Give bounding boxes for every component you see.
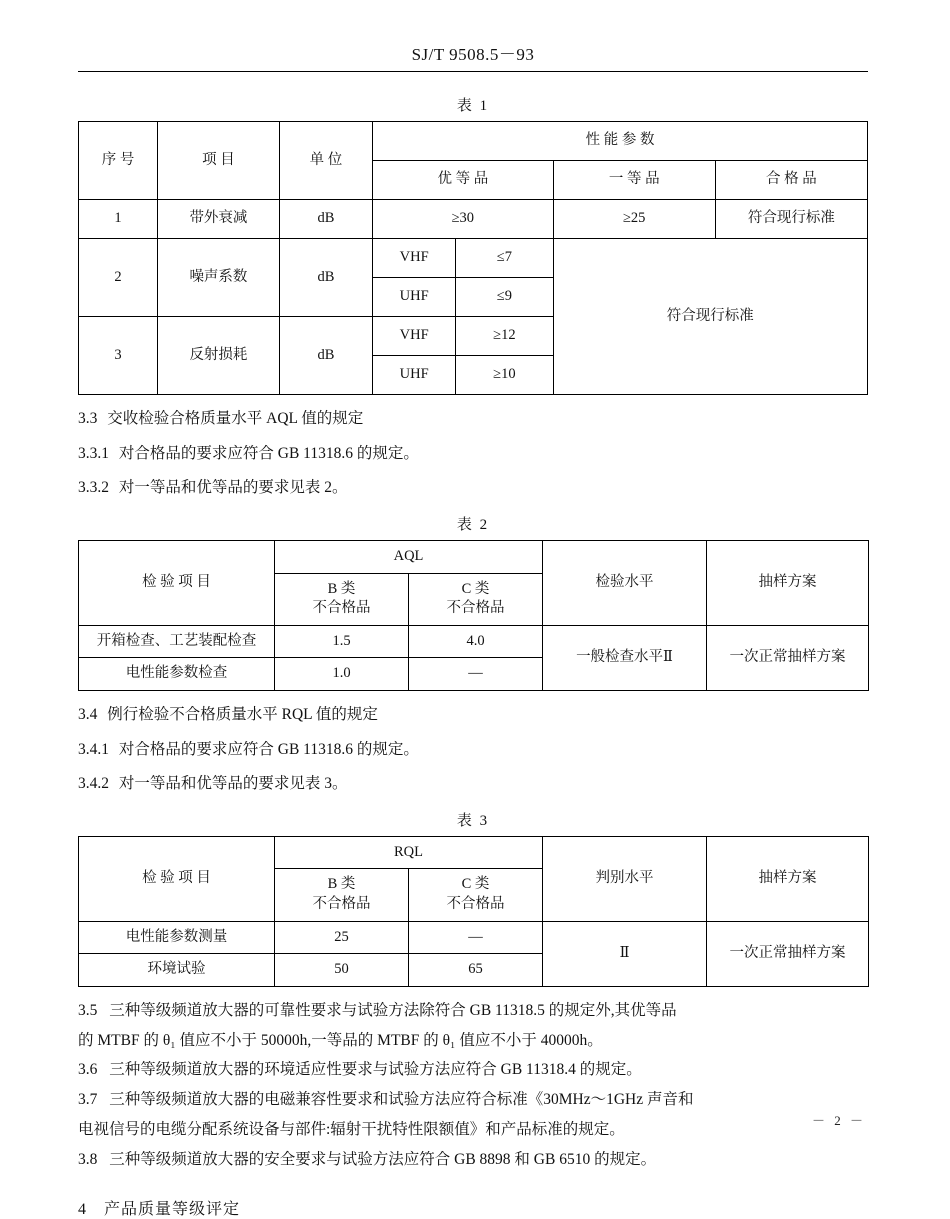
cell-c-value: — [409,921,543,954]
clause-number: 3.4.2 [78,775,109,793]
th-discrimination-level: 判别水平 [543,836,707,921]
paragraph-3-7 [78,1086,868,1114]
cell-level-value: Ⅱ [543,921,707,986]
cell-band: UHF [373,278,456,317]
th-inspection-item: 检 验 项 目 [79,836,275,921]
clause-text: 对一等品和优等品的要求见表 2。 [118,479,348,497]
section-3-3 [78,405,868,503]
cell-b-value: 50 [275,954,409,987]
clause-text-line1: 三种等级频道放大器的安全要求与试验方法应符合 GB 8898 和 GB 6510 的规定。 [109,1151,657,1169]
table2-caption: 表 2 [456,517,490,534]
cell-band: VHF [373,317,456,356]
table-row [79,836,869,869]
clause-number: 3.4.1 [78,740,109,758]
clause-3-3-1 [78,440,868,469]
th-b-class [275,573,409,625]
th-c-class-line2: 不合格品 [446,895,505,912]
th-c-class-line1: C 类 [461,876,490,893]
paragraph-3-5-cont [78,1027,868,1055]
cell-c-value: 4.0 [409,625,543,658]
cell-unit: dB [279,200,372,239]
th-performance: 性 能 参 数 [373,122,868,161]
table-row [79,921,869,954]
section-number: 3.3 [78,410,98,427]
table-row [79,122,868,161]
th-b-class-line1: B 类 [327,580,356,597]
cell-excellent: ≥30 [373,200,554,239]
th-b-class-line2: 不合格品 [312,895,371,912]
clause-number: 3.7 [78,1091,98,1109]
clause-text-line1: 三种等级频道放大器的环境适应性要求与试验方法应符合 GB 11318.4 的规定。 [109,1061,642,1079]
th-inspection-level: 检验水平 [543,541,707,626]
cell-item: 电性能参数测量 [79,921,275,954]
clause-number: 3.3.1 [78,444,109,462]
cell-value: ≥10 [456,356,553,395]
cell-b-value: 1.5 [275,625,409,658]
clause-3-4-2 [78,770,868,799]
header-divider [78,71,868,72]
page-number: － 2 － [811,1113,866,1128]
page-content [78,40,868,1219]
clause-text: 对一等品和优等品的要求见表 3。 [118,775,348,793]
cell-value: ≤7 [456,239,553,278]
cell-band: UHF [373,356,456,395]
table-3 [78,836,869,987]
th-c-class [409,869,543,921]
table-1 [78,121,868,395]
paragraph-group [78,997,868,1174]
cell-merged-note: 符合现行标准 [553,239,867,395]
clause-number: 3.3.2 [78,479,109,497]
cell-c-value: — [409,658,543,691]
section-number: 4 [78,1201,87,1218]
clause-text-line2: 的 MTBF 的 θ₁ 值应不小于 50000h,一等品的 MTBF 的 θ₁ 值应不小于 40000h。 [78,1031,603,1049]
cell-seq: 1 [79,200,158,239]
th-b-class [275,869,409,921]
table-2 [78,540,869,691]
cell-value: ≤9 [456,278,553,317]
cell-plan-value: 一次正常抽样方案 [707,921,869,986]
cell-c-value: 65 [409,954,543,987]
th-c-class [409,573,543,625]
cell-b-value: 25 [275,921,409,954]
section-title-text: 交收检验合格质量水平 AQL 值的规定 [107,410,364,427]
paragraph-3-8 [78,1146,868,1174]
th-sampling-plan: 抽样方案 [707,541,869,626]
cell-item: 环境试验 [79,954,275,987]
paragraph-3-7-cont [78,1116,868,1144]
cell-item: 开箱检查、工艺装配检查 [79,625,275,658]
clause-text-line2: 电视信号的电缆分配系统设备与部件:辐射干扰特性限额值》和产品标准的规定。 [78,1121,625,1139]
cell-unit: dB [279,317,372,395]
th-b-class-line1: B 类 [327,876,356,893]
cell-seq: 2 [79,239,158,317]
cell-item: 带外衰减 [158,200,280,239]
th-seq: 序 号 [79,122,158,200]
table-row [79,200,868,239]
th-b-class-line2: 不合格品 [312,600,371,617]
th-grade-excellent: 优 等 品 [373,161,554,200]
clause-text-line1: 三种等级频道放大器的可靠性要求与试验方法除符合 GB 11318.5 的规定外,其优等品 [109,1001,677,1019]
section-title-text: 例行检验不合格质量水平 RQL 值的规定 [107,705,378,723]
clause-number: 3.6 [78,1061,98,1079]
th-item: 项 目 [158,122,280,200]
cell-seq: 3 [79,317,158,395]
th-unit: 单 位 [279,122,372,200]
cell-b-value: 1.0 [275,658,409,691]
cell-plan-value: 一次正常抽样方案 [707,625,869,690]
table-row [79,239,868,278]
paragraph-3-5 [78,997,868,1025]
standard-number: SJ/T 9508.5－93 [411,45,535,64]
clause-number: 3.8 [78,1151,98,1169]
th-c-class-line2: 不合格品 [446,600,505,617]
clause-number: 3.5 [78,1001,98,1019]
page-header [78,40,868,71]
cell-level-value: 一般检查水平Ⅱ [543,625,707,690]
section-number: 3.4 [78,705,98,723]
table1-caption: 表 1 [456,98,490,114]
section-3-4 [78,701,868,799]
cell-item: 反射损耗 [158,317,280,395]
th-c-class-line1: C 类 [461,580,490,597]
cell-item: 噪声系数 [158,239,280,317]
paragraph-3-6 [78,1056,868,1084]
section-3-4-title [78,701,868,730]
th-sampling-plan: 抽样方案 [707,836,869,921]
cell-first: ≥25 [553,200,715,239]
table3-caption: 表 3 [456,812,490,829]
clause-text: 对合格品的要求应符合 GB 11318.6 的规定。 [118,444,419,462]
cell-band: VHF [373,239,456,278]
th-grade-first: 一 等 品 [553,161,715,200]
th-aql: AQL [275,541,543,574]
clause-3-4-1 [78,736,868,765]
table-row [79,625,869,658]
section-3-3-title [78,405,868,434]
clause-text: 对合格品的要求应符合 GB 11318.6 的规定。 [118,740,419,758]
cell-qualified: 符合现行标准 [715,200,867,239]
table-row [79,541,869,574]
cell-value: ≥12 [456,317,553,356]
th-rql: RQL [275,836,543,869]
clause-text-line1: 三种等级频道放大器的电磁兼容性要求和试验方法应符合标准《30MHz～1GHz 声音和 [109,1091,694,1109]
clause-3-3-2 [78,474,868,503]
cell-unit: dB [279,239,372,317]
section-4 [78,1196,868,1219]
th-grade-qualified: 合 格 品 [715,161,867,200]
cell-item: 电性能参数检查 [79,658,275,691]
section-title-text: 产品质量等级评定 [104,1201,241,1218]
th-inspection-item: 检 验 项 目 [79,541,275,626]
